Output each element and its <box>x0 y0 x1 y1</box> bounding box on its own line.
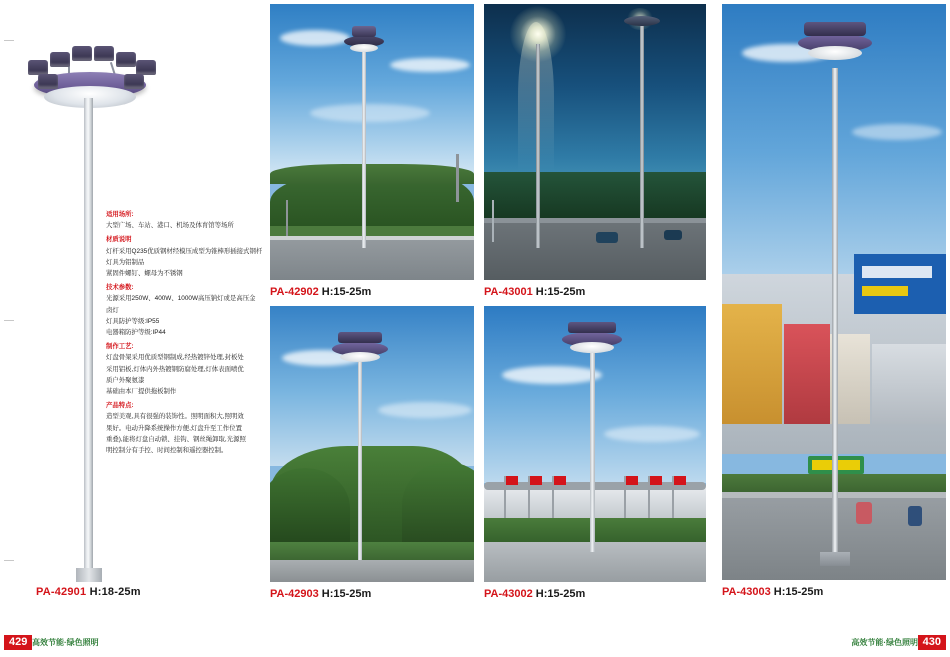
gallery-photo <box>722 4 946 580</box>
billboard-text <box>862 266 932 278</box>
specification-text-block <box>106 206 263 456</box>
lamp-reflector-disc <box>350 44 378 52</box>
gallery-caption-code: PA-42902 <box>270 286 319 298</box>
lamp-fixture-cluster <box>568 322 616 333</box>
spec-line: 电器箱防护等级:IP44 <box>106 329 166 337</box>
cloud <box>378 402 472 418</box>
gallery-caption-height: H:15-25m <box>535 286 586 298</box>
spec-heading: 制作工艺: <box>106 343 134 351</box>
trim-mark <box>4 560 14 561</box>
cloud <box>852 124 942 140</box>
spec-line: 紧固件螺钉、螺母为不锈钢 <box>106 270 183 278</box>
gallery-photo <box>270 306 474 582</box>
gallery-caption-code: PA-42903 <box>270 588 319 600</box>
cloud <box>280 30 350 46</box>
light-pole <box>362 48 366 248</box>
feature-caption <box>36 586 141 598</box>
footer-note-left: 高效节能·绿色照明 <box>32 638 99 647</box>
light-pole <box>84 98 93 578</box>
flag <box>506 476 518 485</box>
gallery-caption-height: H:15-25m <box>321 588 372 600</box>
gallery-photo <box>484 4 706 280</box>
pole-base <box>76 568 102 582</box>
background-pole <box>492 200 494 242</box>
gallery-cell-pa-43001 <box>484 4 706 304</box>
spec-heading: 适用场所: <box>106 211 134 218</box>
flag <box>650 476 662 485</box>
lamp-reflector-disc <box>340 352 380 362</box>
building-facade <box>784 324 830 424</box>
lamp-fixture <box>50 52 70 67</box>
gallery-caption <box>270 286 371 298</box>
gallery-caption <box>270 588 371 600</box>
cloud <box>310 104 430 122</box>
pedestrian <box>856 502 872 524</box>
gallery-caption <box>484 286 585 298</box>
trim-mark <box>4 40 14 41</box>
lamp-fixture <box>28 60 48 75</box>
gallery-caption-code: PA-43001 <box>484 286 533 298</box>
gallery-caption <box>484 588 585 600</box>
spec-line: 灯杆采用Q235优质钢材经模压成型为锥棒形插接式钢杆 <box>106 247 263 255</box>
lamp-fixture-cluster <box>804 22 866 36</box>
flag <box>530 476 542 485</box>
tree-canopy <box>270 468 350 548</box>
spec-line: 质户外聚氨漆 <box>106 376 145 384</box>
lane-marking <box>484 218 706 223</box>
spec-line: 造型美观,具有很强的装饰性。照明面积大,照明效 <box>106 413 244 421</box>
light-pole <box>832 68 838 560</box>
gallery-photo <box>484 306 706 582</box>
flag <box>674 476 686 485</box>
background-pole <box>286 200 288 236</box>
spec-line: 基础由本厂提供拖板制作 <box>106 388 177 396</box>
page-number-right: 430 <box>918 635 946 650</box>
cloud <box>604 426 700 442</box>
spec-line: 大型广场、车站、港口、机场及体育馆等场所 <box>106 222 234 230</box>
spec-heading: 技术参数: <box>106 284 134 292</box>
gallery-cell-pa-42903 <box>270 306 474 606</box>
page-footer <box>0 631 950 657</box>
tree-canopy <box>270 164 474 184</box>
vehicle <box>596 232 618 243</box>
hedge-row <box>484 518 706 544</box>
pedestrian <box>908 506 922 526</box>
light-pole <box>358 362 362 560</box>
lamp-fixture <box>116 52 136 67</box>
trim-mark <box>4 320 14 321</box>
flag <box>554 476 566 485</box>
billboard-suning <box>854 254 946 314</box>
spec-line: 卤灯 <box>106 306 119 314</box>
lamp-reflector-disc <box>570 342 614 353</box>
spec-line: 灯盘骨架采用优质型钢制成,经热镀锌处理,封板处 <box>106 354 244 362</box>
feature-caption-code: PA-42901 <box>36 586 87 598</box>
plaza-paving <box>484 542 706 582</box>
gallery-cell-pa-43002 <box>484 306 706 606</box>
gallery-caption-code: PA-43002 <box>484 588 533 600</box>
gallery-caption-height: H:15-25m <box>321 286 372 298</box>
spec-line: 灯具为铝制品 <box>106 258 145 266</box>
treeline <box>484 172 706 224</box>
background-pole <box>456 154 459 202</box>
spec-line: 光源采用250W、400W、1000W高压钠灯或是高压金 <box>106 295 256 303</box>
gallery-caption-height: H:15-25m <box>535 588 586 600</box>
road <box>484 218 706 280</box>
cloud <box>390 58 470 72</box>
light-pole <box>640 26 644 248</box>
spec-line: 采用铝板,灯体内外热镀钢防腐处理,灯体表面喷优 <box>106 365 244 373</box>
lamp-fixture-cluster <box>338 332 382 343</box>
light-pole <box>590 352 595 552</box>
gallery-caption-height: H:15-25m <box>773 586 824 598</box>
gallery-caption-code: PA-43003 <box>722 586 771 598</box>
spec-line: 灯具防护等级:IP55 <box>106 317 160 325</box>
curb <box>270 236 474 240</box>
gallery-cell-pa-42902 <box>270 4 474 304</box>
spec-line: 重叠),能将灯盘自动锁、挂钩、钢丝绳卸取,光源照 <box>106 435 246 443</box>
lamp-fixture <box>94 46 114 61</box>
footer-note-right: 高效节能·绿色照明 <box>851 638 918 647</box>
sky <box>270 306 474 466</box>
page-number-left: 429 <box>4 635 32 650</box>
building-facade <box>722 304 782 424</box>
spec-heading: 产品特点: <box>106 402 134 410</box>
cloud <box>502 366 602 384</box>
spec-line: 果好。电动升降系统操作方便,灯盘升至工作位置 <box>106 424 242 432</box>
spec-heading: 材质说明 <box>106 236 132 244</box>
lamp-fixture <box>136 60 156 75</box>
flag <box>626 476 638 485</box>
light-pole <box>536 44 540 248</box>
lamp-head <box>624 16 660 26</box>
path <box>270 560 474 582</box>
billboard-text <box>862 286 908 296</box>
grass-strip <box>270 226 474 236</box>
feature-caption-height: H:18-25m <box>89 586 141 598</box>
lamp-fixture <box>124 74 144 89</box>
lamp-fixture <box>72 46 92 61</box>
lamp-reflector-disc <box>808 46 862 60</box>
lamp-fixture-cluster <box>352 26 376 37</box>
gallery-cell-pa-43003 <box>722 4 946 604</box>
pole-base <box>820 552 850 566</box>
vehicle <box>664 230 682 240</box>
gallery-caption <box>722 586 823 598</box>
building-facade <box>872 344 946 424</box>
gallery-photo <box>270 4 474 280</box>
lamp-fixture <box>38 74 58 89</box>
spec-line: 明控制分有手控、时间控制和遥控器控制。 <box>106 447 228 455</box>
